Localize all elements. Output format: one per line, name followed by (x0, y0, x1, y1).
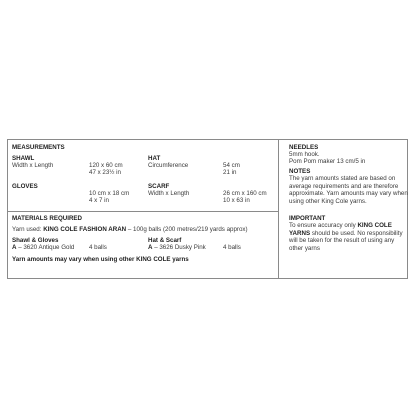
shawl-in: 47 x 23½ in (89, 169, 121, 176)
gloves-cm: 10 cm x 18 cm (89, 190, 130, 197)
section-divider (8, 211, 278, 212)
hat-label: Circumference (148, 162, 189, 169)
left-panel (8, 140, 279, 278)
notes-text: The yarn amounts stated are based on average requirements and are therefore approximate. Yarn amounts may vary when using other King Cole yarns. (289, 175, 408, 205)
scarf-title: SCARF (148, 183, 170, 190)
hat-scarf-colour (148, 244, 206, 252)
shawl-label: Width x Length (12, 162, 54, 169)
important-text-b: should be used. No responsibility will be taken for the result of using any other yarns (289, 229, 403, 252)
shawl-gloves-balls: 4 balls (89, 244, 107, 251)
yarn-used-line (12, 226, 248, 234)
scarf-cm: 26 cm x 160 cm (223, 190, 267, 197)
materials-heading: MATERIALS REQUIRED (12, 215, 83, 222)
hat-in: 21 in (223, 169, 237, 176)
pattern-info-box (7, 139, 408, 279)
important-heading: IMPORTANT (289, 215, 326, 222)
hat-scarf-colour-text: – 3626 Dusky Pink (152, 244, 206, 251)
scarf-in: 10 x 63 in (223, 197, 250, 204)
gloves-title: GLOVES (12, 183, 38, 190)
gloves-in: 4 x 7 in (89, 197, 109, 204)
important-brand: KING COLE YARNS (289, 222, 392, 237)
shawl-title: SHAWL (12, 155, 35, 162)
hat-scarf-code: A (148, 244, 153, 251)
right-panel (279, 140, 407, 278)
shawl-gloves-colour-text: – 3620 Antique Gold (16, 244, 75, 251)
yarn-prefix: Yarn used: (12, 226, 44, 233)
needles-pompom: Pom Pom maker 13 cm/5 in (289, 158, 366, 165)
measurements-heading: MEASUREMENTS (12, 144, 65, 151)
hat-scarf-balls: 4 balls (223, 244, 241, 251)
scarf-label: Width x Length (148, 190, 190, 197)
yarn-suffix: – 100g balls (200 metres/219 yards approx) (126, 226, 248, 233)
yarn-name: KING COLE FASHION ARAN (43, 226, 127, 233)
yarn-note: Yarn amounts may vary when using other KING COLE yarns (12, 256, 189, 263)
shawl-cm: 120 x 60 cm (89, 162, 123, 169)
shawl-gloves-colour (12, 244, 74, 252)
important-text (289, 222, 409, 252)
needles-heading: NEEDLES (289, 144, 319, 151)
hat-title: HAT (148, 155, 161, 162)
hat-scarf-title: Hat & Scarf (148, 237, 182, 244)
shawl-gloves-title: Shawl & Gloves (12, 237, 59, 244)
important-text-a: To ensure accuracy only (289, 222, 358, 229)
needles-hook: 5mm hook. (289, 151, 320, 158)
hat-cm: 54 cm (223, 162, 240, 169)
shawl-gloves-code: A (12, 244, 17, 251)
notes-heading: NOTES (289, 168, 311, 175)
